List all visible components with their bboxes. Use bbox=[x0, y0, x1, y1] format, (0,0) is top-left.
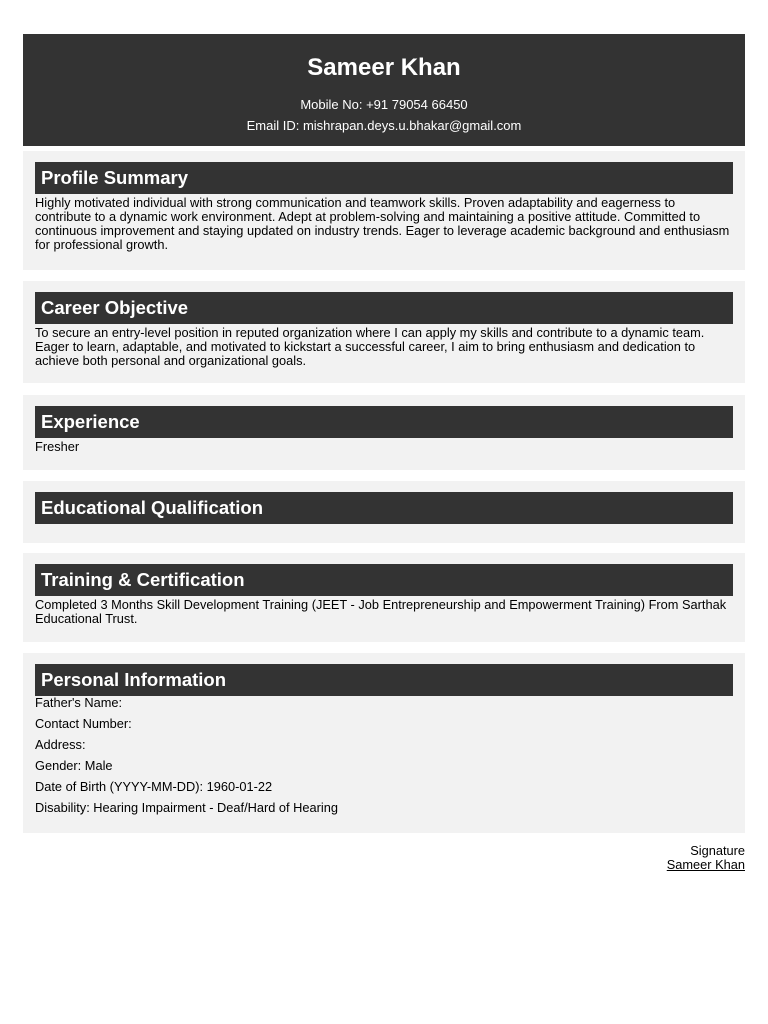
profile-summary-section bbox=[23, 151, 745, 270]
address-line: Address: bbox=[35, 737, 86, 752]
career-objective-text: To secure an entry-level position in reputed organization where I can apply my skills and contribute to a dynamic team. Eager to learn, adaptable, and motivated to kickstart a successful career, I aim to bring enthusiasm and dedication to achieve both personal and organizational goals. bbox=[35, 325, 705, 368]
training-certification-text: Completed 3 Months Skill Development Training (JEET - Job Entrepreneurship and Empowerment Training) From Sarthak Educational Trust. bbox=[35, 597, 727, 626]
career-objective-heading: Career Objective bbox=[35, 292, 733, 324]
candidate-name: Sameer Khan bbox=[307, 54, 461, 81]
profile-summary-text: Highly motivated individual with strong communication and teamwork skills. Proven adaptability and eagerness to contribute to a dynamic work environment. Adept at problem-solving and maintaining a positive attitude. Committed to continuous improvement and staying updated on industry trends. Eager to leverage academic background and enthusiasm for professional growth. bbox=[35, 195, 730, 252]
personal-information-heading: Personal Information bbox=[35, 664, 733, 696]
gender-line: Gender: Male bbox=[35, 758, 113, 773]
signature-label: Signature bbox=[690, 843, 745, 858]
fathers-name-line: Father's Name: bbox=[35, 695, 123, 710]
experience-text: Fresher bbox=[35, 439, 80, 454]
educational-qualification-heading: Educational Qualification bbox=[35, 492, 733, 524]
resume-page bbox=[23, 34, 745, 833]
signature-block bbox=[667, 844, 745, 872]
career-objective-section bbox=[23, 281, 745, 383]
signature-name: Sameer Khan bbox=[666, 857, 745, 872]
email-id: Email ID: mishrapan.deys.u.bhakar@gmail.com bbox=[246, 118, 522, 133]
resume-header bbox=[23, 34, 745, 146]
educational-qualification-section bbox=[23, 481, 745, 543]
mobile-number: Mobile No: +91 79054 66450 bbox=[300, 97, 468, 112]
training-certification-heading: Training & Certification bbox=[35, 564, 733, 596]
experience-heading: Experience bbox=[35, 406, 733, 438]
disability-line: Disability: Hearing Impairment - Deaf/Hard of Hearing bbox=[35, 800, 338, 815]
personal-information-body bbox=[35, 696, 733, 822]
personal-information-section bbox=[23, 653, 745, 833]
date-of-birth-line: Date of Birth (YYYY-MM-DD): 1960-01-22 bbox=[35, 779, 273, 794]
profile-summary-heading: Profile Summary bbox=[35, 162, 733, 194]
training-certification-section bbox=[23, 553, 745, 642]
experience-section bbox=[23, 395, 745, 470]
educational-qualification-text bbox=[35, 524, 733, 526]
contact-number-line: Contact Number: bbox=[35, 716, 132, 731]
